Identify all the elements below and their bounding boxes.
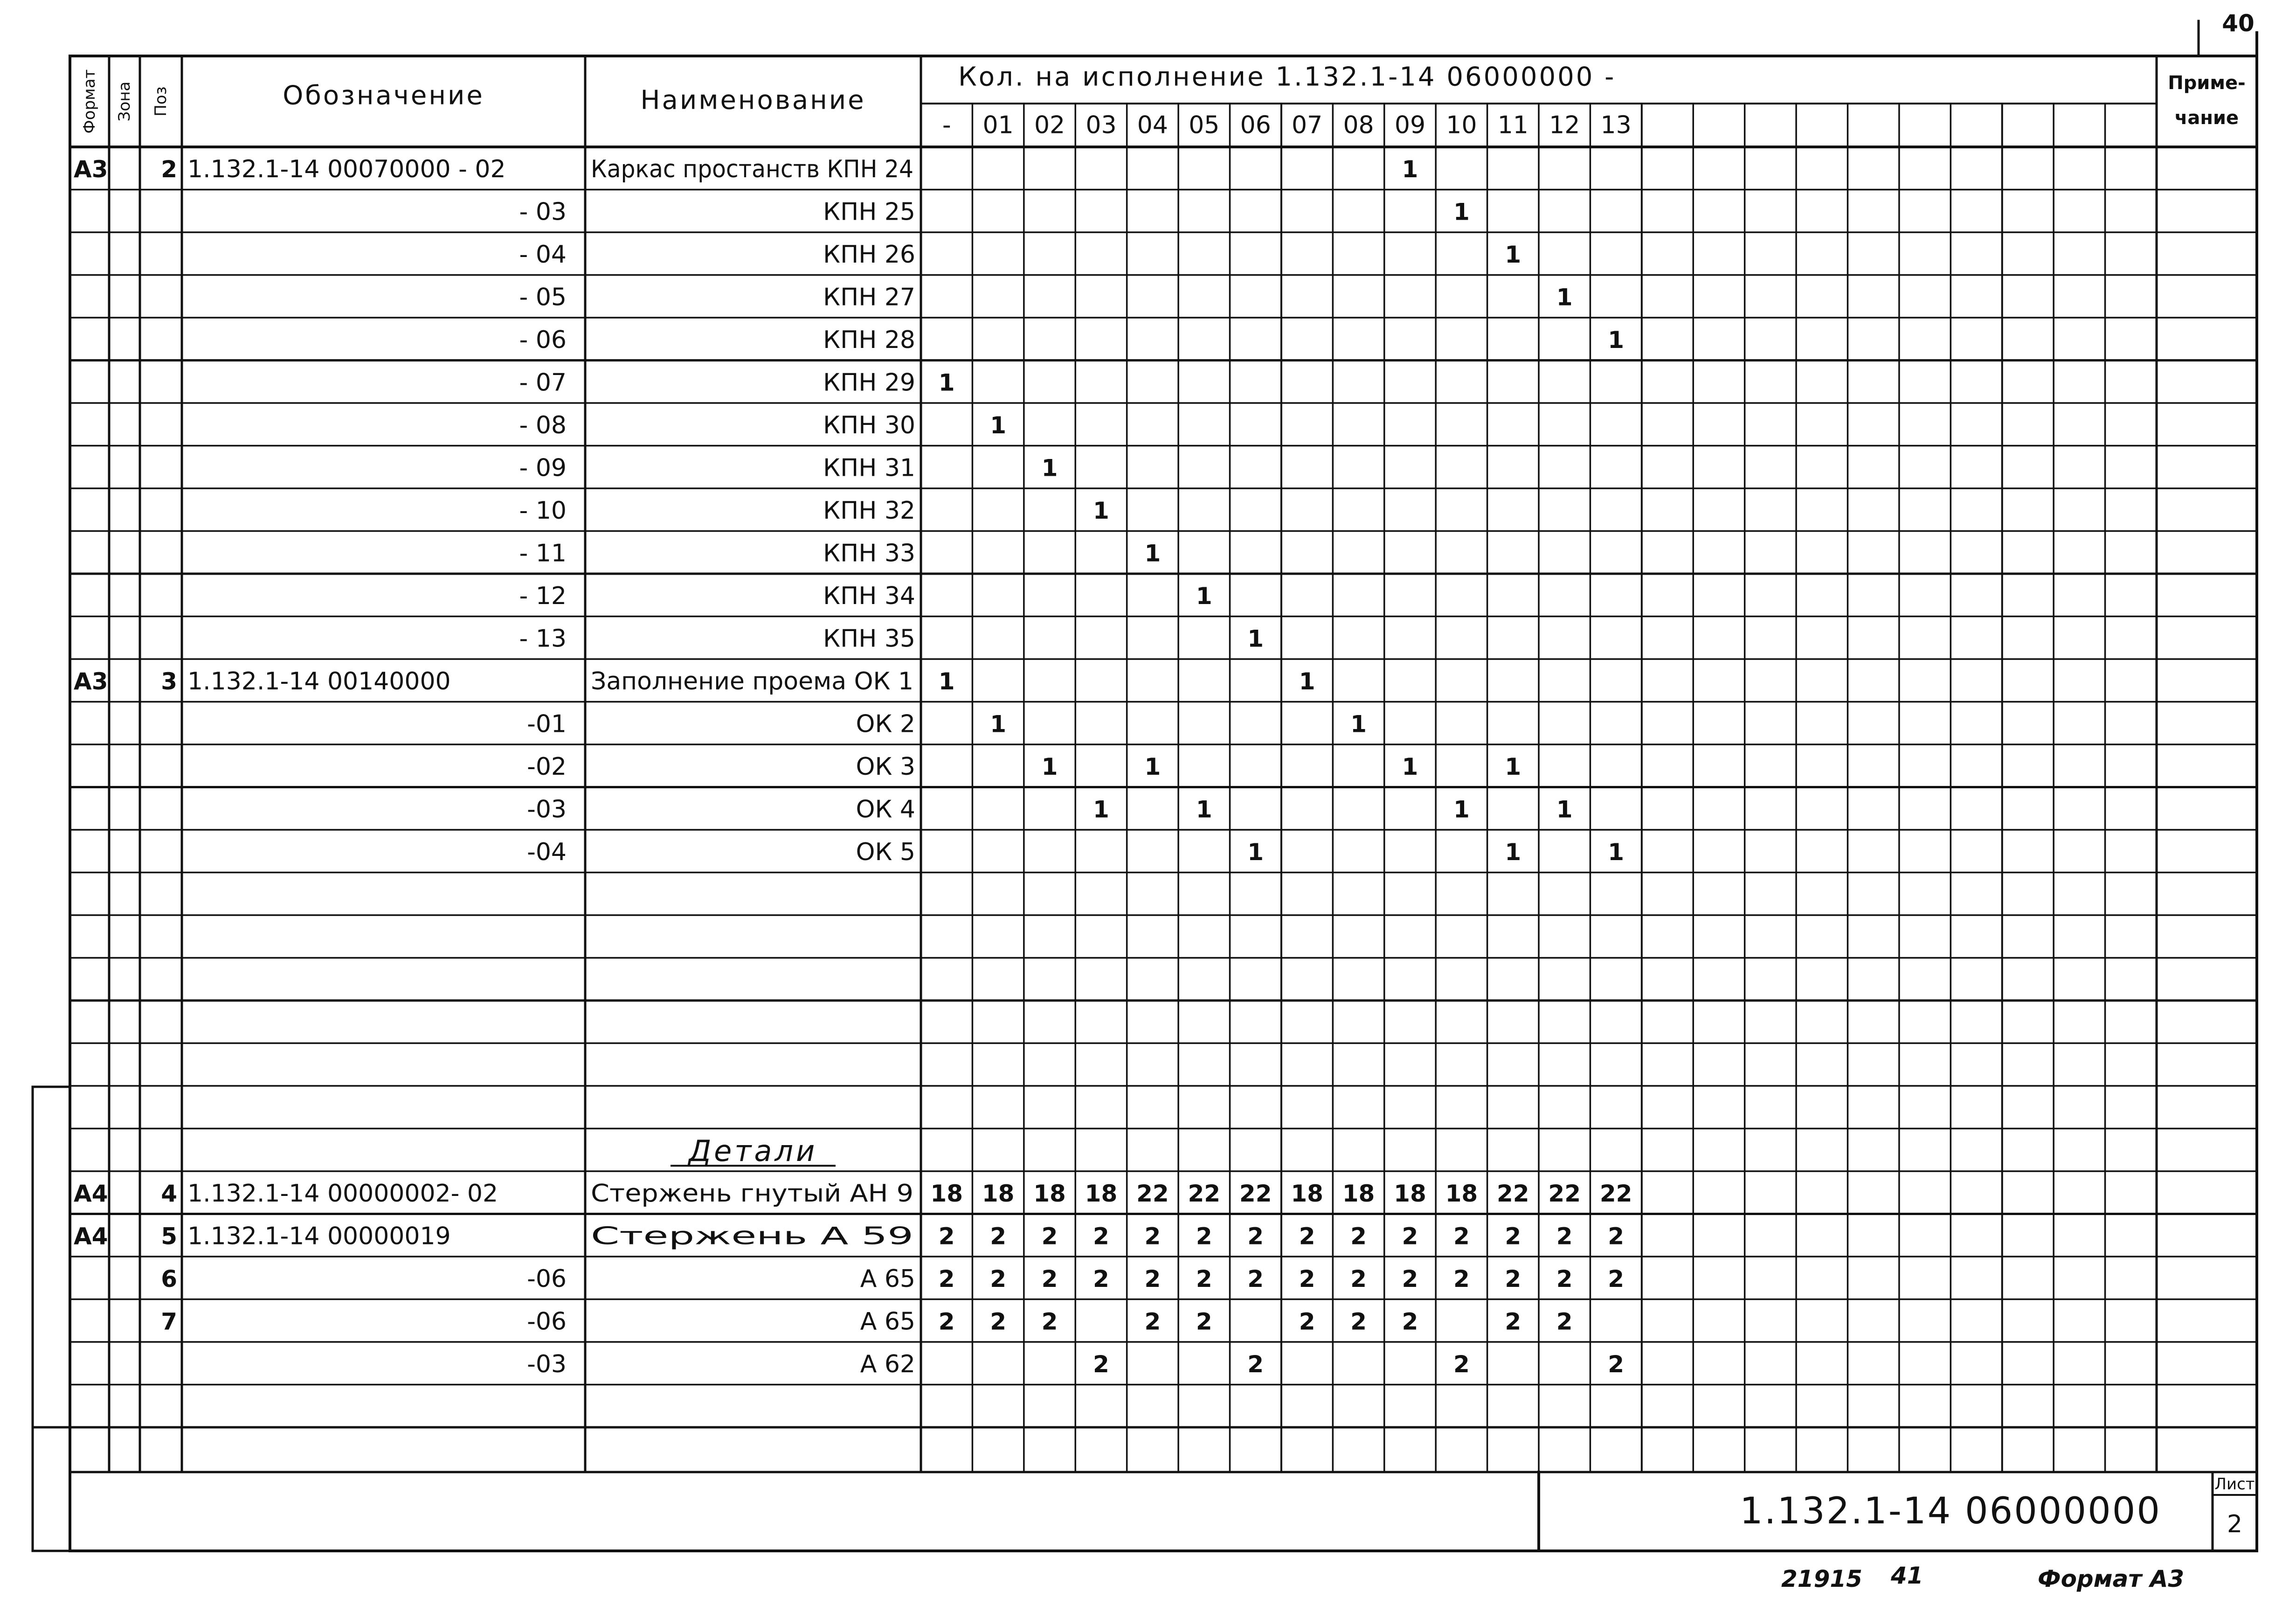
designation-cell: - 06 (519, 326, 567, 354)
header-pos: Поз (152, 86, 170, 117)
format-cell: А4 (74, 1180, 108, 1207)
name-cell: Заполнение проема ОК 1 (591, 667, 913, 695)
variant-header: 10 (1446, 111, 1477, 139)
qty-cell: 1 (1608, 838, 1625, 866)
qty-cell: 2 (1402, 1308, 1418, 1335)
designation-cell: 1.132.1-14 00140000 (187, 667, 451, 695)
name-cell: А 65 (860, 1265, 915, 1293)
qty-cell: 1 (1247, 625, 1264, 653)
designation-cell: -04 (527, 838, 567, 866)
name-cell: А 65 (860, 1307, 915, 1336)
sheet-number: 2 (2227, 1510, 2243, 1538)
pos-cell: 2 (161, 155, 177, 183)
name-cell: КПН 27 (823, 283, 915, 312)
qty-cell: 1 (938, 667, 955, 695)
variant-header: 06 (1240, 111, 1271, 139)
qty-cell: 2 (1453, 1350, 1470, 1378)
qty-cell: 2 (1196, 1223, 1212, 1250)
qty-cell: 2 (990, 1223, 1007, 1250)
qty-cell: 1 (1144, 540, 1161, 567)
pos-cell: 4 (161, 1180, 177, 1207)
table-body (74, 155, 1632, 1378)
designation-cell: - 04 (519, 240, 567, 269)
variant-header: 08 (1343, 111, 1374, 139)
qty-cell: 1 (1505, 753, 1521, 780)
variant-header: 12 (1549, 111, 1580, 139)
qty-cell: 1 (1144, 753, 1161, 780)
designation-cell: - 05 (519, 283, 567, 312)
header-note: Приме- (2168, 72, 2246, 94)
qty-cell: 2 (1247, 1223, 1264, 1250)
qty-cell: 1 (1453, 198, 1470, 226)
designation-cell: 1.132.1-14 00000002- 02 (187, 1179, 498, 1208)
qty-cell: 1 (1608, 326, 1625, 354)
header-zone: Зона (115, 81, 134, 122)
qty-cell: 18 (930, 1180, 963, 1207)
variant-header: 01 (982, 111, 1014, 139)
format-cell: А4 (74, 1223, 108, 1250)
name-cell: КПН 33 (823, 539, 915, 568)
variant-header: 07 (1292, 111, 1323, 139)
pos-cell: 5 (161, 1223, 177, 1250)
designation-cell: -01 (527, 710, 567, 738)
qty-cell: 1 (1505, 838, 1521, 866)
designation-cell: 1.132.1-14 00000019 (187, 1222, 451, 1251)
header-format: Формат (80, 69, 99, 134)
qty-cell: 1 (1556, 796, 1573, 823)
name-cell: Стержень гнутый АН 9 (591, 1179, 913, 1208)
pos-cell: 7 (161, 1308, 177, 1335)
qty-cell: 2 (1350, 1265, 1367, 1292)
qty-cell: 2 (938, 1223, 955, 1250)
qty-cell: 2 (1144, 1308, 1161, 1335)
qty-cell: 2 (1608, 1223, 1625, 1250)
designation-cell: - 07 (519, 368, 567, 397)
designation-cell: - 09 (519, 454, 567, 482)
name-cell: ОК 4 (856, 795, 915, 824)
archive-number: 21915 (1781, 1565, 1862, 1592)
qty-cell: 2 (1505, 1265, 1521, 1292)
qty-cell: 1 (990, 411, 1007, 439)
designation-cell: - 12 (519, 582, 567, 610)
designation-cell: -06 (527, 1265, 567, 1293)
qty-cell: 2 (1093, 1265, 1109, 1292)
sheet-label: Лист (2214, 1475, 2255, 1494)
qty-cell: 2 (1556, 1223, 1573, 1250)
qty-cell: 1 (1247, 838, 1264, 866)
qty-cell: 18 (1291, 1180, 1323, 1207)
qty-cell: 2 (1505, 1223, 1521, 1250)
name-cell: Каркас простанств КПН 24 (591, 155, 913, 183)
qty-cell: 2 (1299, 1223, 1315, 1250)
qty-cell: 2 (1556, 1265, 1573, 1292)
name-cell: КПН 32 (823, 496, 915, 525)
qty-cell: 1 (1556, 284, 1573, 311)
variant-header: 05 (1189, 111, 1220, 139)
qty-cell: 2 (1144, 1265, 1161, 1292)
designation-cell: -03 (527, 795, 567, 824)
variant-header: 03 (1086, 111, 1117, 139)
name-cell: КПН 30 (823, 411, 915, 439)
name-cell: Стержень А 59 (591, 1222, 913, 1251)
name-cell: ОК 3 (856, 752, 915, 781)
qty-cell: 2 (1247, 1265, 1264, 1292)
designation-cell: - 03 (519, 198, 567, 226)
qty-cell: 2 (938, 1308, 955, 1335)
qty-cell: 18 (1394, 1180, 1426, 1207)
variant-header: 04 (1137, 111, 1168, 139)
designation-cell: -03 (527, 1350, 567, 1378)
page-number: 40 (2222, 10, 2255, 37)
designation-cell: - 11 (519, 539, 567, 568)
qty-cell: 1 (1041, 753, 1058, 780)
variant-header: 09 (1394, 111, 1426, 139)
qty-cell: 1 (1093, 497, 1109, 524)
qty-cell: 22 (1188, 1180, 1221, 1207)
qty-cell: 18 (982, 1180, 1015, 1207)
qty-cell: 1 (1505, 241, 1521, 268)
qty-cell: 1 (938, 369, 955, 396)
qty-cell: 2 (1144, 1223, 1161, 1250)
variant-header: 02 (1034, 111, 1065, 139)
qty-cell: 2 (1041, 1223, 1058, 1250)
variant-header: 11 (1497, 111, 1528, 139)
qty-cell: 2 (1196, 1308, 1212, 1335)
qty-cell: 2 (1041, 1265, 1058, 1292)
designation-cell: - 13 (519, 625, 567, 653)
qty-cell: 22 (1136, 1180, 1169, 1207)
format-label: Формат А3 (2038, 1565, 2185, 1592)
qty-cell: 1 (1093, 796, 1109, 823)
qty-cell: 2 (1608, 1350, 1625, 1378)
qty-cell: 2 (1196, 1265, 1212, 1292)
qty-cell: 2 (1608, 1265, 1625, 1292)
qty-cell: 1 (990, 710, 1007, 738)
document-code: 1.132.1-14 06000000 (1740, 1490, 2161, 1532)
title-block (1740, 1475, 2255, 1592)
qty-cell: 2 (990, 1265, 1007, 1292)
format-cell: А3 (74, 155, 108, 183)
format-cell: А3 (74, 667, 108, 695)
name-cell: КПН 26 (823, 240, 915, 269)
variant-header: 13 (1600, 111, 1632, 139)
qty-cell: 1 (1453, 796, 1470, 823)
name-cell: КПН 29 (823, 368, 915, 397)
qty-cell: 2 (1402, 1265, 1418, 1292)
qty-cell: 2 (1299, 1265, 1315, 1292)
qty-cell: 2 (1453, 1265, 1470, 1292)
name-cell: ОК 5 (856, 838, 915, 866)
qty-cell: 22 (1548, 1180, 1581, 1207)
name-cell: ОК 2 (856, 710, 915, 738)
variant-header: - (942, 111, 951, 139)
header-note: чание (2174, 107, 2239, 129)
qty-cell: 1 (1350, 710, 1367, 738)
header-designation: Обозначение (283, 80, 484, 111)
pos-cell: 3 (161, 667, 177, 695)
qty-cell: 22 (1239, 1180, 1272, 1207)
designation-cell: - 08 (519, 411, 567, 439)
qty-cell: 1 (1402, 753, 1418, 780)
designation-cell: 1.132.1-14 00070000 - 02 (187, 155, 506, 183)
qty-cell: 1 (1196, 796, 1212, 823)
name-cell: КПН 28 (823, 326, 915, 354)
qty-cell: 1 (1299, 667, 1315, 695)
name-cell: КПН 35 (823, 625, 915, 653)
header-name: Наименование (640, 85, 866, 116)
qty-cell: 2 (1350, 1223, 1367, 1250)
qty-cell: 18 (1445, 1180, 1478, 1207)
qty-cell: 18 (1033, 1180, 1066, 1207)
qty-cell: 1 (1041, 454, 1058, 482)
pos-cell: 6 (161, 1265, 177, 1292)
qty-cell: 2 (1299, 1308, 1315, 1335)
name-cell: А 62 (860, 1350, 915, 1378)
qty-cell: 2 (1093, 1223, 1109, 1250)
archive-sheet: 41 (1891, 1562, 1923, 1589)
qty-cell: 1 (1402, 155, 1418, 183)
header-qty-title: Кол. на исполнение 1.132.1-14 06000000 - (958, 62, 1616, 92)
name-cell: КПН 25 (823, 198, 915, 226)
qty-cell: 2 (1505, 1308, 1521, 1335)
designation-cell: -02 (527, 752, 567, 781)
table-header (80, 10, 2255, 139)
qty-cell: 2 (1556, 1308, 1573, 1335)
qty-cell: 2 (1402, 1223, 1418, 1250)
qty-cell: 1 (1196, 582, 1212, 610)
qty-cell: 18 (1342, 1180, 1375, 1207)
designation-cell: - 10 (519, 496, 567, 525)
qty-cell: 22 (1496, 1180, 1529, 1207)
qty-cell: 2 (938, 1265, 955, 1292)
qty-cell: 2 (1247, 1350, 1264, 1378)
qty-cell: 2 (1041, 1308, 1058, 1335)
qty-cell: 2 (1093, 1350, 1109, 1378)
qty-cell: 2 (1453, 1223, 1470, 1250)
name-cell: Детали (688, 1133, 818, 1168)
name-cell: КПН 34 (823, 582, 915, 610)
qty-cell: 22 (1599, 1180, 1632, 1207)
qty-cell: 2 (990, 1308, 1007, 1335)
name-cell: КПН 31 (823, 454, 915, 482)
qty-cell: 18 (1085, 1180, 1118, 1207)
qty-cell: 2 (1350, 1308, 1367, 1335)
designation-cell: -06 (527, 1307, 567, 1336)
